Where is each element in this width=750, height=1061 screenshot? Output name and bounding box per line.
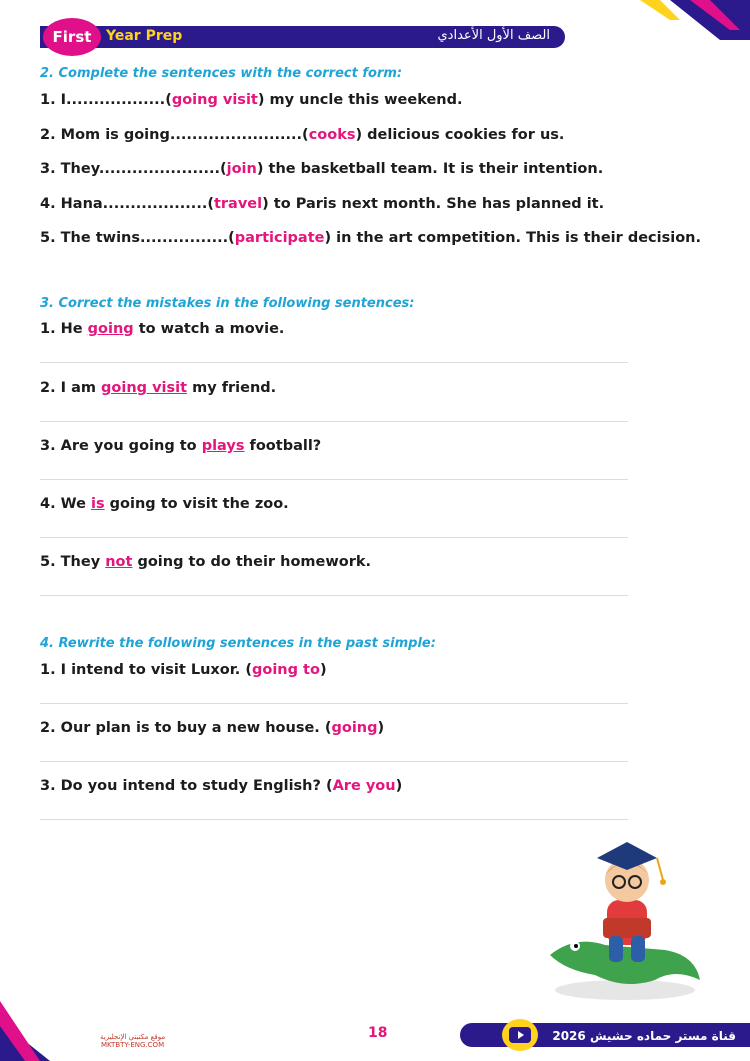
corner-decoration: [640, 0, 750, 40]
answer-line[interactable]: [40, 761, 628, 762]
answer-line[interactable]: [40, 362, 628, 363]
s3-item-4: 4. We is going to visit the zoo.: [40, 496, 289, 512]
arabic-title: الصف الأول الأعدادي: [437, 28, 550, 43]
answer-line[interactable]: [40, 537, 628, 538]
s4-item-1: 1. I intend to visit Luxor. (going to): [40, 662, 327, 678]
youtube-icon[interactable]: [502, 1019, 538, 1051]
s4-item-3: 3. Do you intend to study English? (Are you): [40, 778, 403, 794]
section-2-title: 2. Complete the sentences with the correct form:: [40, 66, 403, 81]
channel-name: قناة مستر حماده حشيش 2026: [552, 1029, 736, 1043]
s2-item-5: 5. The twins................(participate) in the art competition. This is their decision.: [40, 230, 702, 246]
corner-decoration: [0, 1001, 70, 1061]
student-crocodile-illustration: [545, 840, 705, 1005]
s2-item-2: 2. Mom is going........................(cooks) delicious cookies for us.: [40, 127, 565, 143]
section-4-title: 4. Rewrite the following sentences in the past simple:: [40, 636, 436, 651]
answer-line[interactable]: [40, 421, 628, 422]
answer-line[interactable]: [40, 595, 628, 596]
s3-item-5: 5. They not going to do their homework.: [40, 554, 372, 570]
section-3-title: 3. Correct the mistakes in the following sentences:: [40, 296, 415, 311]
s4-item-2: 2. Our plan is to buy a new house. (going): [40, 720, 385, 736]
s2-item-1: 1. I..................(going visit) my uncle this weekend.: [40, 92, 463, 108]
s3-item-3: 3. Are you going to plays football?: [40, 438, 322, 454]
s3-item-1: 1. He going to watch a movie.: [40, 321, 285, 337]
answer-line[interactable]: [40, 479, 628, 480]
page-number: 18: [368, 1025, 388, 1041]
s2-item-4: 4. Hana...................(travel) to Paris next month. She has planned it.: [40, 196, 605, 212]
answer-line[interactable]: [40, 703, 628, 704]
grade-label: Year Prep: [106, 28, 183, 44]
answer-line[interactable]: [40, 819, 628, 820]
grade-badge: First: [43, 18, 101, 56]
s2-item-3: 3. They......................(join) the basketball team. It is their intention.: [40, 161, 604, 177]
site-logo: موقع مكتبتي الإنجليزية MKTBTY-ENG.COM: [100, 1033, 166, 1049]
s3-item-2: 2. I am going visit my friend.: [40, 380, 277, 396]
